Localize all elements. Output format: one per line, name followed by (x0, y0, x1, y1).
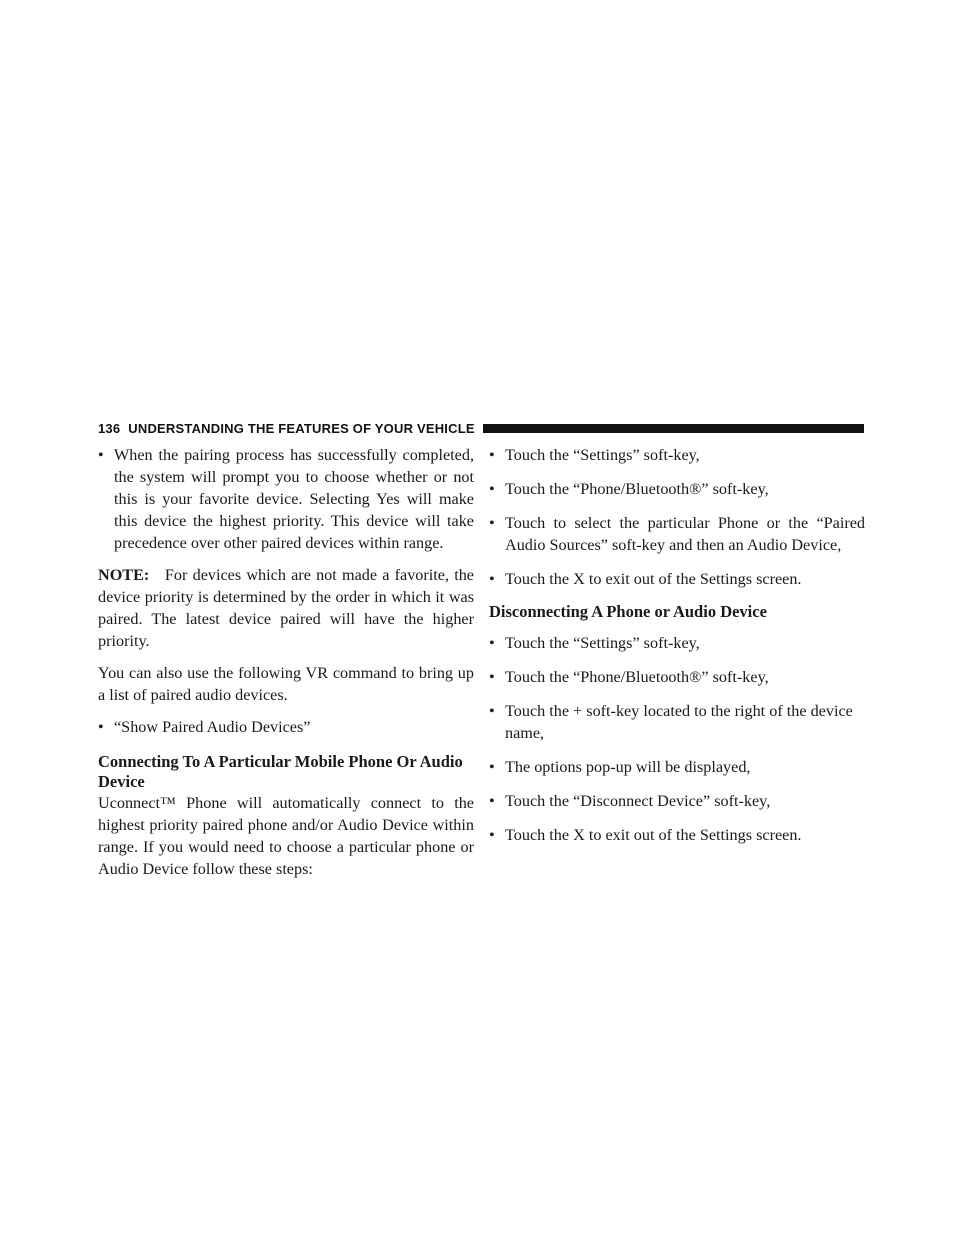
disconnect-step-1: • Touch the “Settings” soft-key, (489, 632, 865, 654)
connect-step-4: • Touch the X to exit out of the Settings screen. (489, 568, 865, 590)
disconnect-step-4: • The options pop-up will be displayed, (489, 756, 865, 778)
disconnect-step-3: • Touch the + soft-key located to the right of the device name, (489, 700, 865, 744)
disconnect-step-5: • Touch the “Disconnect Device” soft-key, (489, 790, 865, 812)
note-label: NOTE: (98, 566, 150, 584)
connect-paragraph: Uconnect™ Phone will automatically connect to the highest priority paired phone and/or Audio Device within range. If you would need to choose a particular phone or Audio Device follow these steps: (98, 794, 474, 878)
note-text: For devices which are not made a favorite, the device priority is determined by the order in which it was paired. The latest device paired will have the higher priority. (98, 566, 474, 650)
vr-command-bullet: • “Show Paired Audio Devices” (98, 716, 474, 738)
disconnect-step-2: • Touch the “Phone/Bluetooth®” soft-key, (489, 666, 865, 688)
connect-step-3: • Touch to select the particular Phone or the “Paired Audio Sources” soft-key and then an Audio Device, (489, 512, 865, 556)
heading-connecting: Connecting To A Particular Mobile Phone Or Audio Device (98, 752, 463, 791)
connect-step-2: • Touch the “Phone/Bluetooth®” soft-key, (489, 478, 865, 500)
disconnect-step-6: • Touch the X to exit out of the Settings screen. (489, 824, 865, 846)
page-header (98, 418, 864, 438)
pairing-complete-bullet: • When the pairing process has successfully completed, the system will prompt you to choose whether or not this is your favorite device. Selecting Yes will make this device the highest priority. This device will take precedence over other paired devices within range. (98, 444, 474, 554)
vr-intro: You can also use the following VR command to bring up a list of paired audio devices. (98, 664, 474, 704)
page-number: 136 (98, 420, 121, 436)
connect-step-1: • Touch the “Settings” soft-key, (489, 444, 865, 466)
header-rule (483, 424, 864, 433)
note-paragraph (98, 564, 474, 652)
right-column (489, 444, 865, 858)
left-column (98, 444, 474, 890)
heading-disconnecting: Disconnecting A Phone or Audio Device (489, 602, 767, 621)
section-title: UNDERSTANDING THE FEATURES OF YOUR VEHICLE (128, 420, 475, 436)
